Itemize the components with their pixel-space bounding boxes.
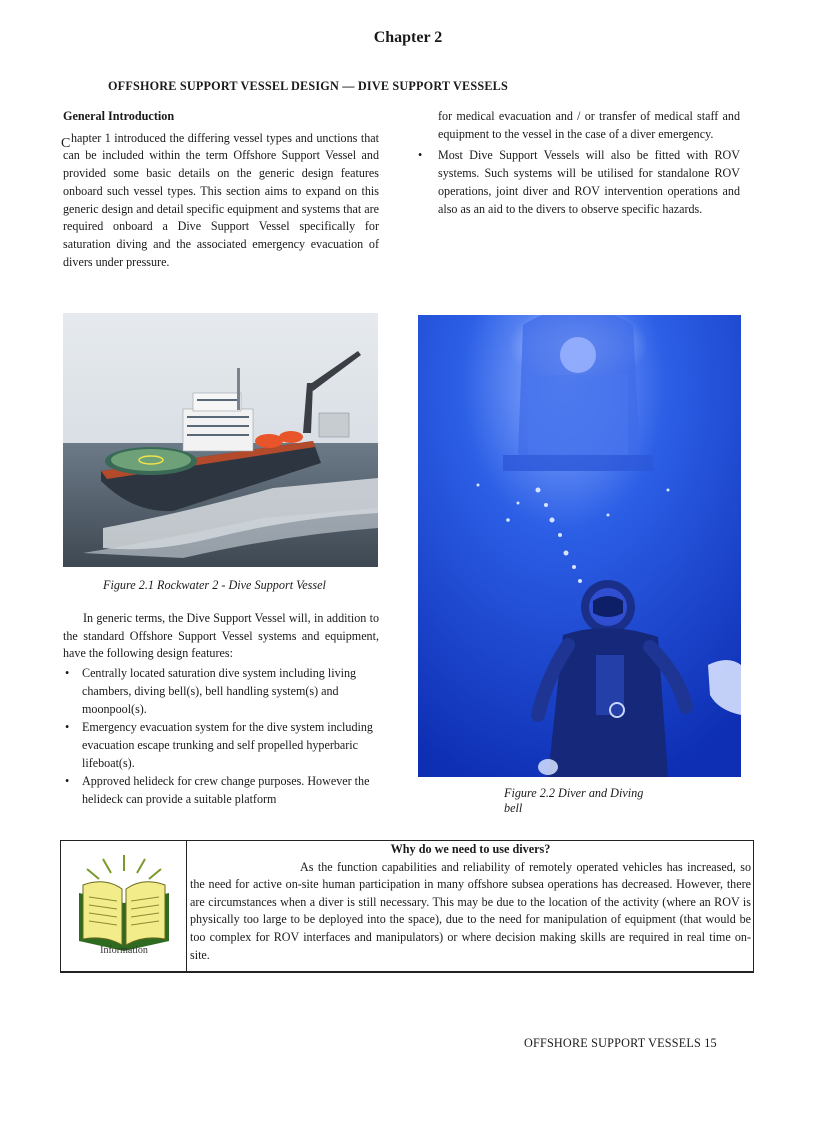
- bullet-marker: •: [65, 774, 70, 789]
- figure-caption-1: Figure 2.1 Rockwater 2 - Dive Support Vessel: [103, 578, 326, 592]
- page-footer: OFFSHORE SUPPORT VESSELS 15: [524, 1036, 717, 1050]
- list-item-text: Emergency evacuation system for the dive system including evacuation escape trunking and self propelled hyperbaric lifeboat(s).: [82, 720, 373, 770]
- left-column: [63, 108, 379, 271]
- list-item: [63, 719, 379, 772]
- list-item: [63, 665, 379, 718]
- figure-caption-2: Figure 2.2 Diver and Diving bell: [504, 786, 644, 815]
- design-features-section: [63, 610, 379, 810]
- list-item-text: Centrally located saturation dive system including living chambers, diving bell(s), bell handling system(s) and moonpool(s).: [82, 666, 357, 716]
- info-body: [190, 859, 751, 965]
- intro-text: hapter 1 introduced the differing vessel types and unctions that can be included within the term Offshore Support Vessel and provided some basic details on the generic design features onboard such vessel types. This section aims to expand on this generic design and detail specific equipment and systems that are required onboard a Dive Support Vessel specifically for saturation diving and the associated emergency evacuation of divers under pressure.: [63, 130, 380, 269]
- rov-bullet-text: Most Dive Support Vessels will also be fitted with ROV systems. Such systems will be utilised for standalone ROV operations, joint diver and ROV intervention operations and also as an aid to the divers to observe specific hazards.: [438, 148, 740, 216]
- diver-photo: [418, 315, 741, 777]
- info-icon-label: Information: [100, 945, 148, 956]
- information-box: [60, 840, 754, 973]
- chapter-heading: Chapter 2: [373, 29, 443, 46]
- bullet-marker: •: [65, 666, 70, 681]
- body-paragraph: In generic terms, the Dive Support Vessel will, in addition to the standard Offshore Support Vessel systems and equipment, have the following design features:: [63, 611, 379, 661]
- dive-support-vessel-image: [63, 313, 378, 567]
- right-column: [418, 108, 740, 218]
- intro-heading: General Introduction: [63, 109, 175, 123]
- bullet-marker: •: [418, 148, 423, 163]
- section-title: OFFSHORE SUPPORT VESSEL DESIGN — DIVE SUPPORT VESSELS: [108, 79, 508, 93]
- info-body-text: As the function capabilities and reliability of remotely operated vehicles has increased, so the need for active on-site human participation in many offshore subsea operations has decreased. However, there are circumstances when a diver is still necessary. This may be due to the location of the activity (where an ROV is physically too large to be deployed into the space), due to the need for manipulation of equipment (that would be too complex for ROV interfaces and manipulators) or where decision making skills are required in real time on-site.: [190, 859, 751, 962]
- feature-list: [63, 665, 379, 809]
- bullet-marker: •: [65, 720, 70, 735]
- info-icon-cell: [61, 841, 187, 971]
- vessel-photo: [63, 313, 378, 567]
- drop-cap: C: [61, 135, 71, 151]
- helideck-continuation: for medical evacuation and / or transfer of medical staff and equipment to the vessel in the case of a diver emergency.: [438, 109, 740, 141]
- list-item-text: Approved helideck for crew change purposes. However the helideck can provide a suitable platform: [82, 774, 370, 807]
- diver-and-bell-image: [418, 315, 741, 777]
- intro-paragraph: [63, 130, 379, 272]
- info-text-cell: [190, 841, 751, 964]
- list-item: [63, 773, 379, 808]
- list-item: [418, 147, 740, 218]
- info-title: Why do we need to use divers?: [390, 842, 551, 856]
